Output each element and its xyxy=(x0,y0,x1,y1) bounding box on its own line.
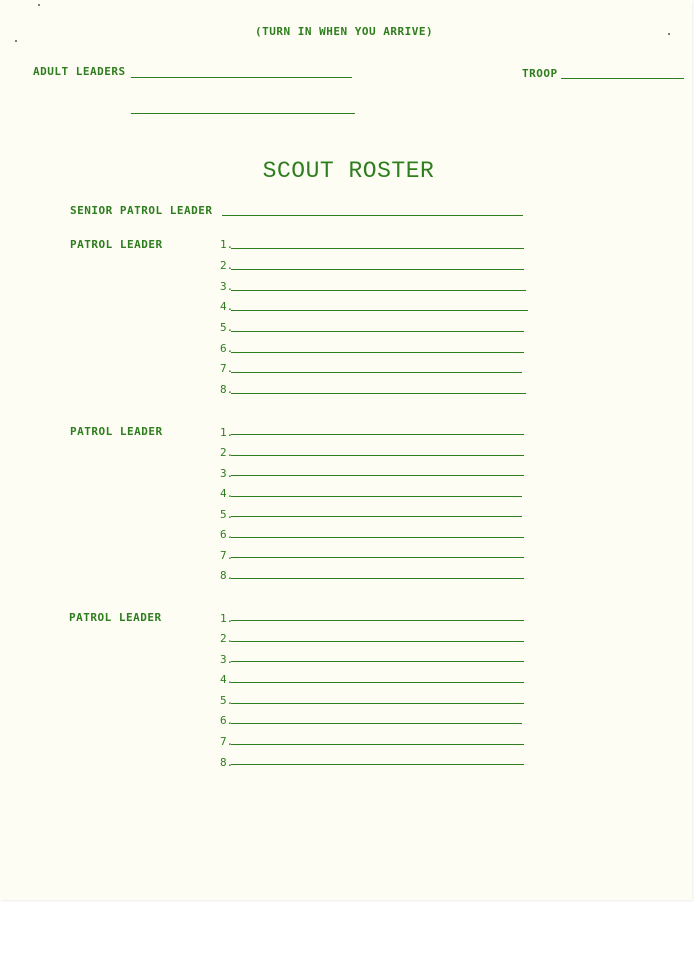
roster-number: 3. xyxy=(220,280,234,293)
roster-number: 1. xyxy=(220,238,234,251)
roster-number: 6. xyxy=(220,714,234,727)
roster-number: 3. xyxy=(220,467,234,480)
roster-line[interactable] xyxy=(231,475,524,476)
roster-line[interactable] xyxy=(231,290,526,291)
roster-number: 5. xyxy=(220,694,234,707)
roster-line[interactable] xyxy=(231,557,524,558)
roster-number: 4. xyxy=(220,300,234,313)
roster-number: 1. xyxy=(220,612,234,625)
roster-line[interactable] xyxy=(231,641,524,642)
roster-number: 8. xyxy=(220,383,234,396)
roster-line[interactable] xyxy=(231,496,522,497)
roster-line[interactable] xyxy=(231,661,524,662)
roster-number: 5. xyxy=(220,321,234,334)
roster-number: 8. xyxy=(220,569,234,582)
adult-leaders-field-1[interactable] xyxy=(131,77,352,78)
roster-line[interactable] xyxy=(231,723,522,724)
roster-number: 8. xyxy=(220,756,234,769)
roster-line[interactable] xyxy=(231,248,524,249)
roster-line[interactable] xyxy=(231,434,524,435)
senior-patrol-leader-field[interactable] xyxy=(222,215,523,216)
instruction-text: (TURN IN WHEN YOU ARRIVE) xyxy=(255,25,434,38)
roster-number: 2. xyxy=(220,632,234,645)
roster-number: 1. xyxy=(220,426,234,439)
roster-line[interactable] xyxy=(231,393,526,394)
roster-line[interactable] xyxy=(231,703,524,704)
roster-line[interactable] xyxy=(231,764,524,765)
senior-patrol-leader-label: SENIOR PATROL LEADER xyxy=(70,204,213,217)
roster-line[interactable] xyxy=(231,516,522,517)
paper-speck xyxy=(38,4,40,6)
roster-line[interactable] xyxy=(231,310,528,311)
roster-number: 6. xyxy=(220,528,234,541)
roster-number: 7. xyxy=(220,735,234,748)
roster-line[interactable] xyxy=(231,352,524,353)
roster-line[interactable] xyxy=(231,372,522,373)
paper-speck xyxy=(668,33,670,35)
paper-speck xyxy=(15,40,17,42)
roster-number: 7. xyxy=(220,362,234,375)
roster-number: 4. xyxy=(220,487,234,500)
troop-label: TROOP xyxy=(522,67,558,80)
patrol-leader-label: PATROL LEADER xyxy=(70,238,163,251)
roster-line[interactable] xyxy=(231,744,524,745)
roster-number: 2. xyxy=(220,259,234,272)
page-title: SCOUT ROSTER xyxy=(262,158,435,184)
roster-line[interactable] xyxy=(231,331,524,332)
roster-line[interactable] xyxy=(231,578,524,579)
troop-field[interactable] xyxy=(561,78,684,79)
roster-number: 4. xyxy=(220,673,234,686)
roster-number: 2. xyxy=(220,446,234,459)
adult-leaders-label: ADULT LEADERS xyxy=(33,65,126,78)
roster-line[interactable] xyxy=(231,269,524,270)
patrol-leader-label: PATROL LEADER xyxy=(70,425,163,438)
roster-number: 7. xyxy=(220,549,234,562)
roster-line[interactable] xyxy=(231,455,524,456)
roster-line[interactable] xyxy=(231,620,524,621)
roster-number: 6. xyxy=(220,342,234,355)
roster-line[interactable] xyxy=(231,682,524,683)
adult-leaders-field-2[interactable] xyxy=(131,113,355,114)
roster-number: 3. xyxy=(220,653,234,666)
patrol-leader-label: PATROL LEADER xyxy=(69,611,162,624)
roster-number: 5. xyxy=(220,508,234,521)
roster-line[interactable] xyxy=(231,537,524,538)
